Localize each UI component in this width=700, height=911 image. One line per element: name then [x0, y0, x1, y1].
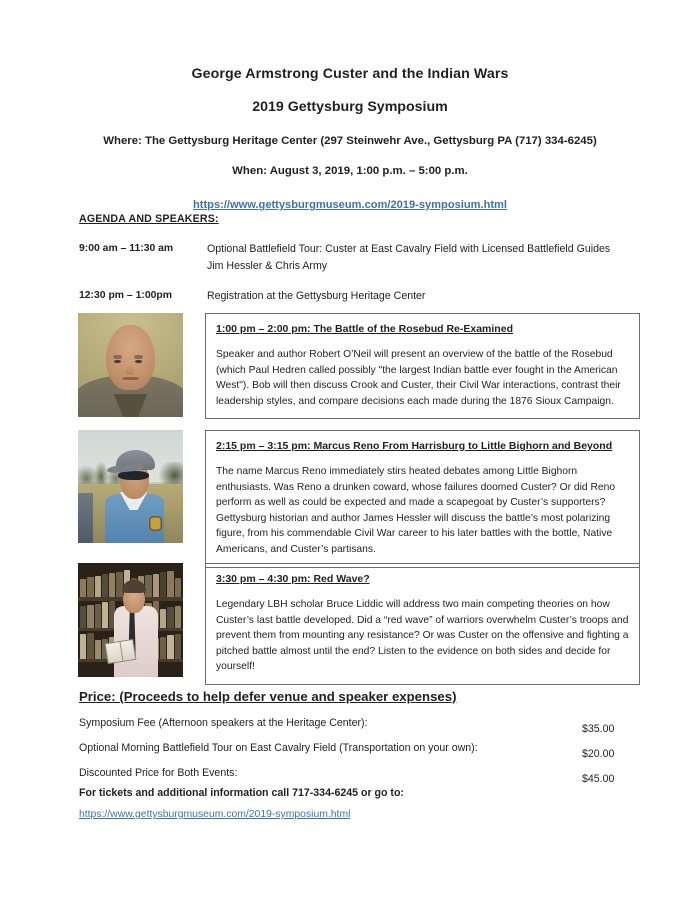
price-label: Optional Morning Battlefield Tour on East Cavalry Field (Transportation on your own):	[79, 742, 478, 754]
price-amount: $45.00	[582, 773, 615, 785]
agenda-row	[79, 241, 639, 274]
session-block	[78, 313, 640, 419]
photo-artwork	[78, 313, 183, 417]
session-block	[78, 563, 640, 685]
speaker-photo-robert-oneil	[78, 313, 183, 417]
price-amount: $20.00	[582, 748, 615, 760]
agenda-time: 12:30 pm – 1:00pm	[79, 290, 172, 301]
header-website-link[interactable]: https://www.gettysburgmuseum.com/2019-symposium.html	[193, 199, 507, 211]
price-row	[79, 715, 624, 740]
page-title: George Armstrong Custer and the Indian Wars	[191, 66, 509, 82]
session-description: Speaker and author Robert O’Neil will present an overview of the battle of the Rosebud (which Paul Hedren called possibly "the largest Indian battle ever fought in the American West"). Bob will then discuss Crook and Custer, their Civil War interactions, contrast their leadership styles, and compare decisions each made during the 1876 Sioux Campaign.	[216, 349, 621, 407]
photo-artwork	[78, 563, 183, 677]
page-subtitle: 2019 Gettysburg Symposium	[252, 99, 448, 115]
session-text-box	[205, 313, 640, 419]
agenda-time: 9:00 am – 11:30 am	[79, 243, 174, 254]
session-description: The name Marcus Reno immediately stirs heated debates among Little Bighorn enthusiasts. Was Reno a drunken coward, whose failures doomed Custer? Or did Reno perform as well as could be expected and made a scapegoat by Custer’s supporters? Gettysburg historian and author James Hessler will discuss the battle’s most polarizing figure, from his commendable Civil War career to his later battles with the bottle, Native Americans, and Custer’s partisans.	[216, 466, 616, 555]
agenda-list	[79, 241, 639, 319]
session-description: Legendary LBH scholar Bruce Liddic will address two main competing theories on how Custer’s last battle developed. Did a “red wave” of warriors overwhelm Custer’s troops and prevent them from mounting any resistance? Or was Custer on the offensive and fighting a pitched battle almost until the end? Listen to the evidence on both sides and decide for yourself!	[216, 599, 629, 673]
session-title: 3:30 pm – 4:30 pm: Red Wave?	[216, 573, 370, 585]
datetime-line: When: August 3, 2019, 1:00 p.m. – 5:00 p.m.	[232, 165, 468, 177]
session-block	[78, 430, 640, 568]
price-label: Symposium Fee (Afternoon speakers at the Heritage Center):	[79, 717, 368, 729]
agenda-row	[79, 288, 639, 305]
footer-website-link[interactable]: https://www.gettysburgmuseum.com/2019-symposium.html	[79, 809, 351, 820]
photo-artwork	[78, 430, 183, 543]
speaker-photo-james-hessler	[78, 430, 183, 543]
price-row	[79, 740, 624, 765]
agenda-heading: AGENDA AND SPEAKERS:	[79, 213, 219, 225]
price-heading: Price: (Proceeds to help defer venue and speaker expenses)	[79, 689, 457, 704]
session-title: 1:00 pm – 2:00 pm: The Battle of the Rosebud Re-Examined	[216, 323, 513, 335]
agenda-description: Optional Battlefield Tour: Custer at East Cavalry Field with Licensed Battlefield Guides Jim Hessler & Chris Army	[207, 243, 611, 272]
session-text-box	[205, 430, 640, 568]
session-text-box	[205, 563, 640, 685]
flyer-header	[0, 0, 700, 213]
agenda-description: Registration at the Gettysburg Heritage Center	[207, 290, 426, 302]
tickets-info-line: For tickets and additional information call 717-334-6245 or go to:	[79, 787, 404, 799]
price-label: Discounted Price for Both Events:	[79, 767, 238, 779]
speaker-photo-bruce-liddic	[78, 563, 183, 677]
price-amount: $35.00	[582, 723, 615, 735]
session-title: 2:15 pm – 3:15 pm: Marcus Reno From Harrisburg to Little Bighorn and Beyond	[216, 440, 613, 452]
price-list	[79, 715, 624, 790]
venue-line: Where: The Gettysburg Heritage Center (297 Steinwehr Ave., Gettysburg PA (717) 334-6245)	[103, 135, 597, 147]
